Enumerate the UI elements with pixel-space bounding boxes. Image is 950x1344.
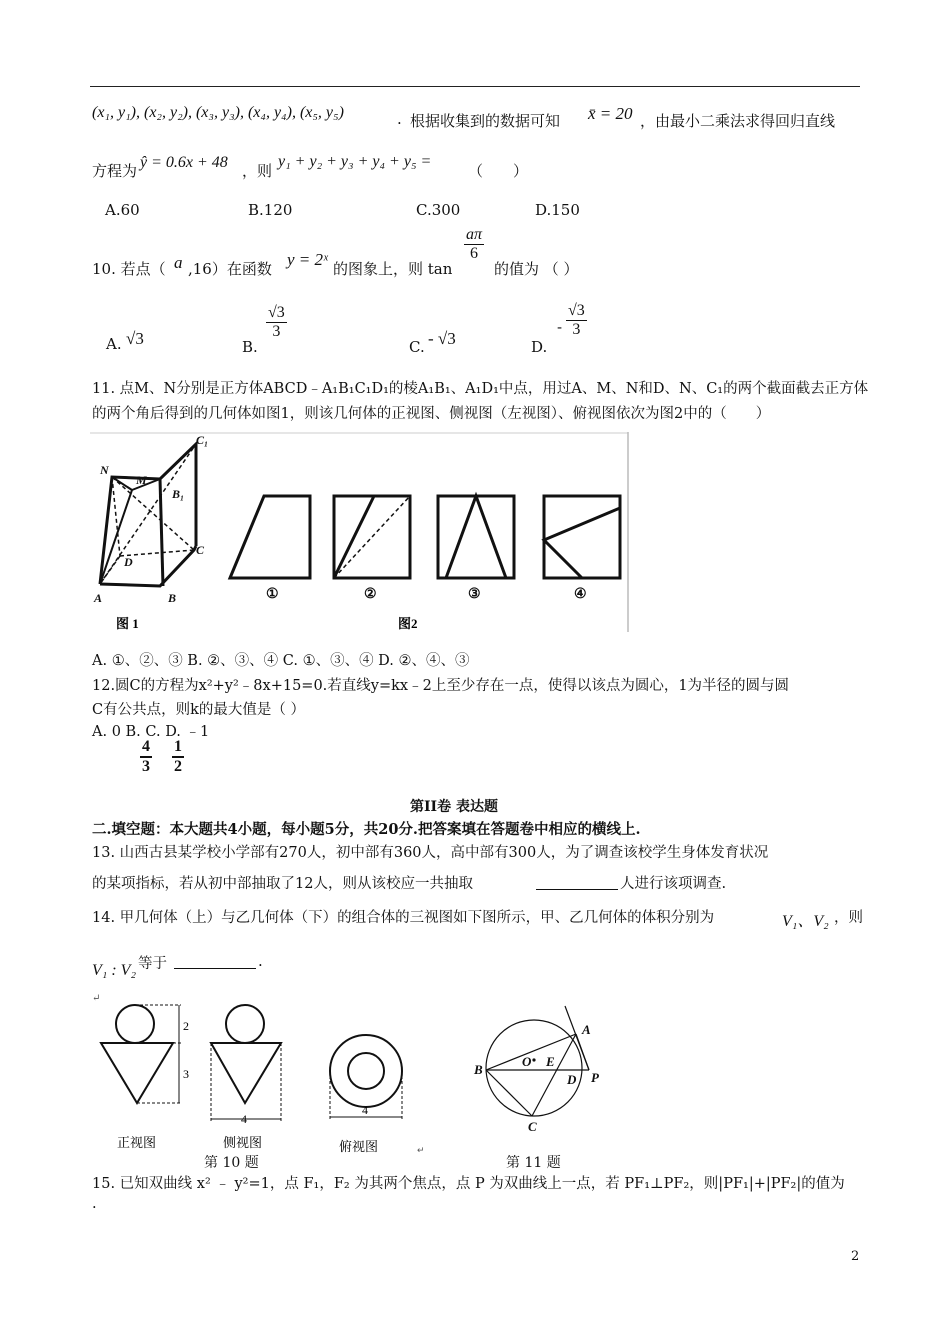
fig1-label-n: N — [100, 463, 109, 477]
q11-figures — [90, 432, 630, 634]
q12-fraction-2 — [172, 738, 184, 776]
fig10-side-label: 侧视图 — [223, 1135, 263, 1150]
fig10-dim-4b: 4 — [362, 1103, 368, 1117]
fig10-side-view — [211, 1005, 281, 1103]
q15-line1: 15. 已知双曲线 x² ﹣ y²=1，点 F₁，F₂ 为其两个焦点，点 P 为双曲线上一点，若 PF₁⊥PF₂，则|PF₁|+|PF₂|的值为 — [92, 1176, 845, 1192]
page-number: 2 — [851, 1249, 860, 1264]
fig1-label-b1: B₁ — [172, 487, 185, 501]
q11-line2: 的两个角后得到的几何体如图1，则该几何体的正视图、侧视图（左视图）、俯视图依次为图2中的（ ） — [92, 406, 771, 422]
part2-heading: 二.填空题：本大题共4小题，每小题5分，共20分.把答案填在答题卷中相应的横线上. — [92, 821, 641, 838]
header-rule — [90, 86, 860, 87]
fig10-dim-4a: 4 — [241, 1112, 247, 1126]
q9-sum: y₁ + y₂ + y₃ + y₄ + y₅ = — [278, 153, 432, 170]
fig2-view-2-solid — [334, 496, 374, 578]
fig10-top-inner — [348, 1053, 384, 1089]
fig11-label-c: C — [528, 1119, 537, 1134]
fig2-views — [230, 496, 620, 578]
q10-tan-fraction — [464, 226, 484, 263]
fig10-front-dims — [135, 1005, 181, 1103]
q9-option-a: A.60 — [105, 201, 140, 219]
fig10-side-circle — [226, 1005, 264, 1043]
fig2-view-2-dash — [334, 496, 410, 578]
fig10-top-label: 俯视图 — [339, 1139, 379, 1154]
q12-frac1-den: 3 — [142, 758, 150, 775]
fig2-view-1 — [230, 496, 310, 578]
fig11-label-d: D — [567, 1072, 577, 1087]
q10-option-c-label: C. — [409, 338, 425, 356]
q12-frac1-num: 4 — [140, 738, 152, 758]
q9-then-text: ，则 — [242, 162, 273, 180]
fig10-return-mark: ↵ — [417, 1145, 425, 1155]
q13-answer-blank[interactable] — [536, 888, 618, 890]
fig10-side-dims — [211, 1043, 281, 1121]
q11-options: A. ①、②、③ B. ②、③、④ C. ①、③、④ D. ②、④、③ — [92, 653, 470, 669]
q9-dot: . — [397, 110, 402, 128]
q10-text-a: 10. 若点（ — [92, 260, 166, 278]
fig1-outline-bottom — [100, 546, 196, 586]
fig11-label-o: O — [522, 1054, 532, 1069]
fig1-label-b: B — [168, 591, 177, 605]
fig11-label-a: A — [582, 1022, 591, 1037]
q10-option-d-den: 3 — [572, 321, 581, 338]
fig11-label-b: B — [474, 1062, 483, 1077]
q10-option-b-den: 3 — [272, 323, 281, 340]
fig10-three-views — [95, 1003, 425, 1175]
q9-equation: ŷ = 0.6x + 48 — [140, 154, 228, 171]
q10-option-d-label: D. — [531, 338, 548, 356]
q10-text-c: 的图象上，则 tan — [333, 260, 453, 278]
q10-frac-num: aπ — [466, 226, 483, 243]
q11-line1: 11. 点M、N分别是正方体ABCD﹣A₁B₁C₁D₁的棱A₁B₁、A₁D₁中点，用过A、M、N和D、N、C₁的两个截面截去正方体 — [92, 381, 869, 397]
q10-option-a-value: √3 — [126, 329, 144, 348]
fig10-side-triangle — [211, 1043, 281, 1103]
q14-ratio: V₁ : V₂ — [92, 962, 136, 979]
q12-options: A. 0 B. C. D. ﹣1 — [92, 724, 210, 740]
q9-points: (x₁, y₁), (x₂, y₂), (x₃, y₃), (x₄, y₄), (x₅, y₅) — [92, 104, 344, 121]
q10-option-d-fraction — [566, 302, 587, 339]
fig11-circle-figure — [470, 1000, 615, 1134]
q10-text-d: 的值为 （ ） — [494, 260, 579, 278]
fig10-top-view — [330, 1035, 402, 1107]
fig10-caption: 第 10 题 — [204, 1155, 259, 1171]
q10-func: y = 2ˣ — [287, 250, 328, 269]
q14-then: ，则 — [834, 910, 863, 926]
q12-fraction-1 — [140, 738, 152, 776]
fig1-label-m: M — [136, 473, 147, 487]
fig1-label: 图 1 — [116, 616, 139, 631]
fig2-view-3-triangle — [446, 496, 506, 578]
fig11-label-e: E — [546, 1054, 555, 1069]
fig1-solid — [100, 444, 196, 586]
q15-line2: . — [92, 1196, 97, 1212]
fig2-num-2: ② — [364, 587, 377, 602]
fig2-numbers — [266, 587, 587, 602]
q9-bracket: （ ） — [468, 162, 529, 180]
q14-equals: 等于 — [138, 956, 167, 972]
fig10-dim-2: 2 — [183, 1019, 189, 1033]
part2-title: 第II卷 表达题 — [410, 799, 498, 815]
q10-option-b-fraction — [266, 304, 287, 341]
q9-option-b: B.120 — [248, 201, 293, 219]
fig11-line-ap — [576, 1034, 589, 1070]
q12-line2: C有公共点，则k的最大值是（ ） — [92, 702, 305, 718]
q9-method-text: ，由最小二乘法求得回归直线 — [640, 112, 836, 130]
q14-period: . — [258, 952, 263, 970]
fig2-label: 图2 — [398, 616, 418, 631]
return-mark: ↵ — [92, 993, 101, 1004]
fig10-dim-3: 3 — [183, 1067, 189, 1081]
q10-option-d-num: √3 — [568, 302, 585, 319]
q13-line2b: 人进行该项调查. — [620, 876, 727, 892]
q9-xbar: x̄ = 20 — [588, 104, 633, 123]
fig11-label-p: P — [591, 1070, 599, 1085]
fig2-num-1: ① — [266, 587, 279, 602]
q12-frac2-num: 1 — [172, 738, 184, 758]
q10-option-b-num: √3 — [268, 304, 285, 321]
q14-line1: 14. 甲几何体（上）与乙几何体（下）的组合体的三视图如下图所示，甲、乙几何体的体积分别为 — [92, 910, 715, 926]
q10-a: a — [174, 253, 183, 272]
fig2-num-4: ④ — [574, 587, 587, 602]
fig1-label-a: A — [94, 591, 103, 605]
fig1-label-d: D — [124, 555, 133, 569]
fig1-vertex-labels — [93, 433, 208, 605]
q10-option-d-minus: - — [557, 318, 563, 336]
fig2-view-4-lines — [544, 508, 620, 578]
q9-known-text: 根据收集到的数据可知 — [410, 112, 561, 130]
fig1-label-c1: C₁ — [196, 433, 209, 447]
q14-v1v2: V₁、V₂ — [782, 913, 829, 930]
q10-frac-den: 6 — [470, 245, 478, 262]
fig11-caption: 第 11 题 — [506, 1155, 561, 1171]
fig10-top-outer — [330, 1035, 402, 1107]
q9-equation-text: 方程为 — [92, 162, 138, 180]
fig11-geometry — [486, 1006, 589, 1116]
fig10-front-triangle — [101, 1043, 173, 1103]
q13-line2a: 的某项指标，若从初中部抽取了12人，则从该校应一共抽取 — [92, 876, 473, 892]
q10-option-a-label: A. — [106, 335, 122, 353]
fig10-front-view — [101, 1005, 173, 1103]
q13-line1: 13. 山西古县某学校小学部有270人，初中部有360人，高中部有300人，为了调查该校学生身体发育状况 — [92, 845, 769, 861]
q12-frac2-den: 2 — [174, 758, 182, 775]
q10-text-b: ,16）在函数 — [188, 260, 272, 278]
q10-option-c-value: - √3 — [428, 329, 456, 348]
q12-line1: 12.圆C的方程为x²+y²﹣8x+15=0.若直线y=kx﹣2上至少存在一点，使得以该点为圆心，1为半径的圆与圆 — [92, 678, 790, 694]
fig10-front-label: 正视图 — [117, 1135, 157, 1150]
fig1-label-c: C — [196, 543, 205, 557]
q14-answer-blank[interactable] — [174, 967, 256, 969]
q9-option-c: C.300 — [416, 201, 461, 219]
fig2-num-3: ③ — [468, 587, 481, 602]
fig11-circle — [486, 1020, 582, 1116]
fig2-view-4 — [544, 496, 620, 578]
q10-option-b-label: B. — [242, 338, 258, 356]
fig10-front-circle — [116, 1005, 154, 1043]
q9-option-d: D.150 — [535, 201, 580, 219]
fig11-center-dot — [532, 1058, 535, 1061]
